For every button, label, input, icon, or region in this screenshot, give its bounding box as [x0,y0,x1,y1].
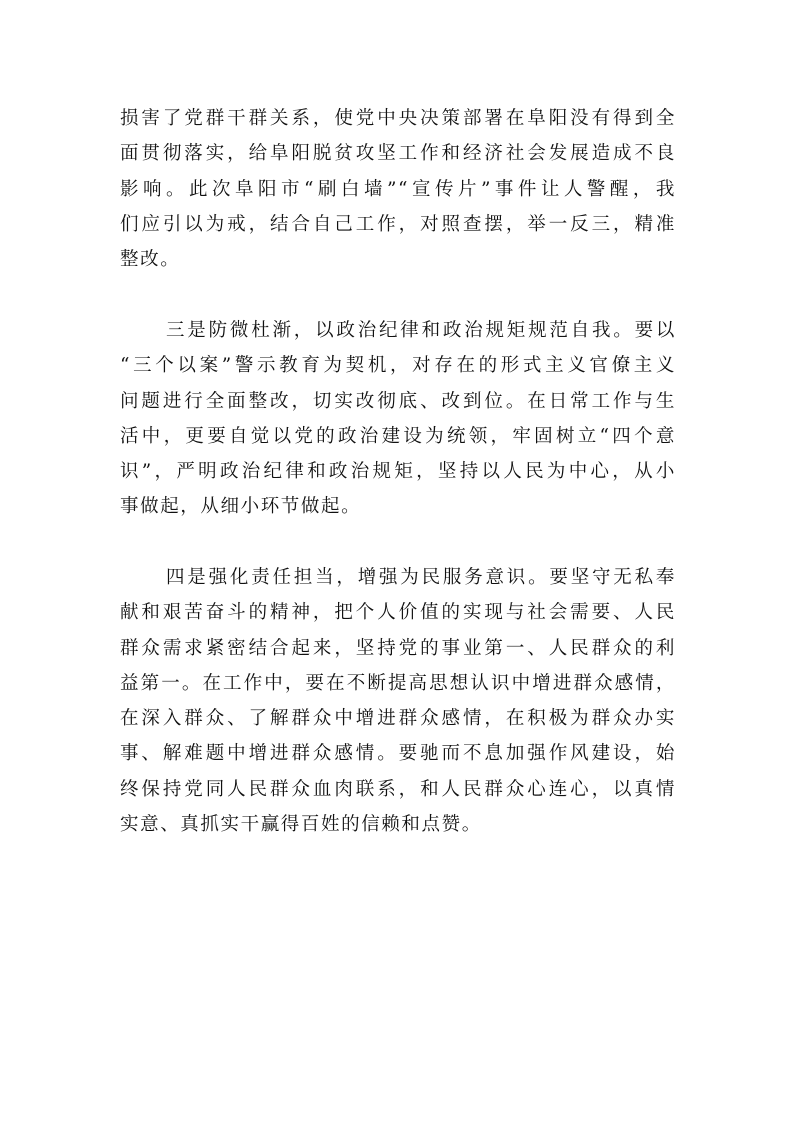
text-line: 终保持党同人民群众血肉联系，和人民群众心连心，以真情 [120,778,676,800]
text-line: 损害了党群干群关系，使党中央决策部署在阜阳没有得到全 [120,108,676,129]
text-line: 益第一。在工作中，要在不断提高思想认识中增进群众感情， [120,672,676,694]
text-line: 活中，更要自觉以党的政治建设为统领，牢固树立“四个意 [120,425,676,447]
text-line: “三个以案”警示教育为契机，对存在的形式主义官僚主义 [120,355,676,377]
text-line: 群众需求紧密结合起来，坚持党的事业第一、人民群众的利 [120,637,676,659]
paragraph-point-four [120,560,676,842]
text-line: 整改。 [120,249,181,271]
text-line: 问题进行全面整改，切实改彻底、改到位。在日常工作与生 [120,390,676,412]
text-line: 四是强化责任担当，增强为民服务意识。要坚守无私奉 [166,567,676,588]
text-line: 影响。此次阜阳市“刷白墙”“宣传片”事件让人警醒，我 [120,178,676,200]
text-line: 事、解难题中增进群众感情。要驰而不息加强作风建设，始 [120,743,676,765]
text-line: 识”，严明政治纪律和政治规矩，坚持以人民为中心，从小 [120,461,676,483]
text-line: 面贯彻落实，给阜阳脱贫攻坚工作和经济社会发展造成不良 [120,143,676,165]
paragraph-continuation [120,101,676,277]
text-line: 三是防微杜渐，以政治纪律和政治规矩规范自我。要以 [166,320,676,341]
paragraph-point-three [120,313,676,525]
text-line: 在深入群众、了解群众中增进群众感情，在积极为群众办实 [120,708,676,730]
text-line: 献和艰苦奋斗的精神，把个人价值的实现与社会需要、人民 [120,602,676,624]
text-line: 事做起，从细小环节做起。 [120,496,362,518]
text-line: 们应引以为戒，结合自己工作，对照查摆，举一反三，精准 [120,213,676,235]
text-line: 实意、真抓实干赢得百姓的信赖和点赞。 [120,814,482,836]
